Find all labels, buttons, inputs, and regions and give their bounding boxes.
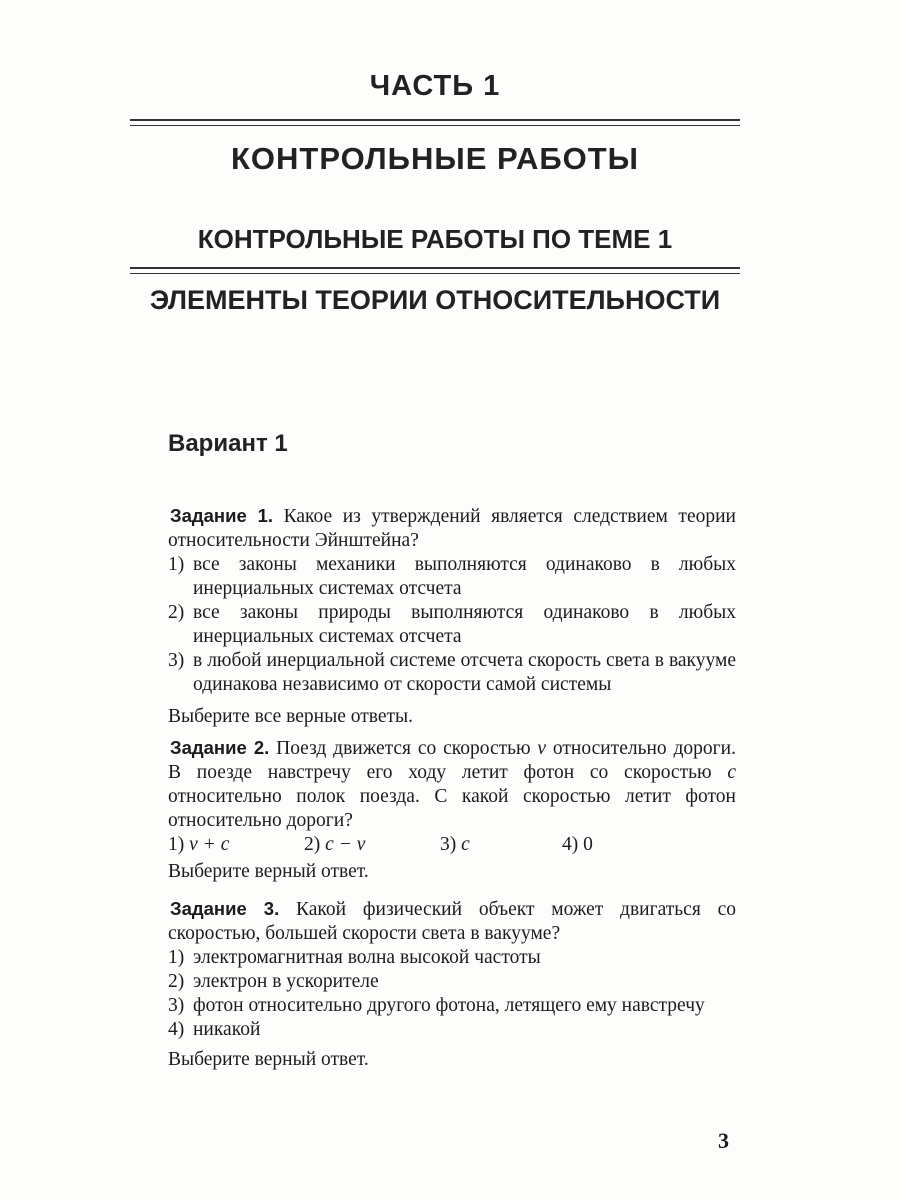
task-2 bbox=[168, 736, 736, 884]
task-3 bbox=[168, 897, 736, 1072]
section-heading: КОНТРОЛЬНЫЕ РАБОТЫ bbox=[230, 141, 640, 176]
answer-option: 2) электрон в ускорителе bbox=[168, 971, 379, 992]
task-1 bbox=[168, 504, 736, 729]
answer-option: 3) в любой инерциальной системе отсчета скорость света в вакууме одинакова независимо от скорости самой системы bbox=[168, 650, 736, 695]
task-question: Задание 1. Какое из утверждений является следствием теории относительности Эйнштейна? bbox=[168, 505, 736, 551]
answer-option: 1) v + c bbox=[168, 834, 230, 855]
double-rule-divider bbox=[130, 267, 740, 274]
task-question: Задание 3. Какой физический объект может двигаться со скоростью, большей скорости света в вакууме? bbox=[168, 898, 736, 944]
task-instruction: Выберите верный ответ. bbox=[168, 1049, 369, 1070]
theme-heading: ЭЛЕМЕНТЫ ТЕОРИИ ОТНОСИТЕЛЬНОСТИ bbox=[149, 285, 721, 315]
task-label: Задание 2. bbox=[170, 737, 270, 758]
part-heading: ЧАСТЬ 1 bbox=[369, 70, 501, 102]
answer-options-row bbox=[168, 833, 736, 857]
task-label: Задание 1. bbox=[170, 505, 274, 526]
page-number: 3 bbox=[718, 1128, 729, 1153]
double-rule-divider bbox=[130, 119, 740, 126]
variant-heading: Вариант 1 bbox=[168, 430, 288, 457]
topic-heading: КОНТРОЛЬНЫЕ РАБОТЫ ПО ТЕМЕ 1 bbox=[197, 224, 673, 254]
answer-option: 1) электромагнитная волна высокой частоты bbox=[168, 947, 541, 968]
answer-option: 1) все законы механики выполняются одинаково в любых инерциальных системах отсчета bbox=[168, 554, 736, 599]
answer-option: 4) никакой bbox=[168, 1019, 261, 1040]
answer-option: 3) c bbox=[440, 834, 470, 855]
answer-option: 2) c − v bbox=[304, 834, 366, 855]
task-question: Задание 2. Поезд движется со скоростью v относительно дороги. В поезде навстречу его ходу летит фотон со скоростью c относительно полок поезда. С какой скоростью летит фотон относительно дороги? bbox=[168, 737, 736, 831]
answer-option: 4) 0 bbox=[562, 834, 593, 855]
task-instruction: Выберите все верные ответы. bbox=[168, 706, 414, 727]
answer-option: 3) фотон относительно другого фотона, летящего ему навстречу bbox=[168, 995, 705, 1016]
task-label: Задание 3. bbox=[170, 898, 280, 919]
task-instruction: Выберите верный ответ. bbox=[168, 861, 369, 882]
answer-option: 2) все законы природы выполняются одинаково в любых инерциальных системах отсчета bbox=[168, 602, 736, 647]
